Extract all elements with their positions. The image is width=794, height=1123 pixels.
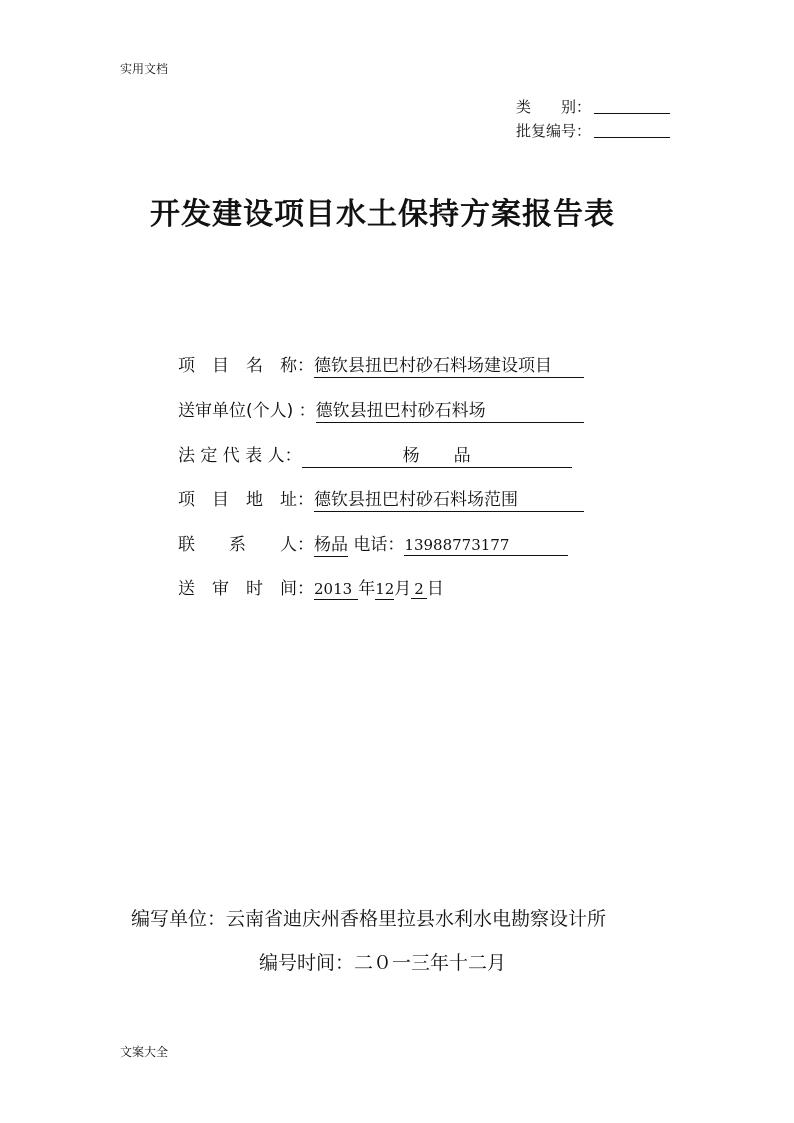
field-project-name — [178, 351, 584, 378]
approval-row — [516, 120, 670, 141]
project-name-label: 项 目 名 称： — [178, 356, 314, 376]
compile-time-line: 编号时间：二０一三年十二月 — [259, 952, 507, 974]
footer-label: 文案大全 — [120, 1045, 169, 1059]
date-year: 2013 — [314, 580, 358, 600]
field-submitter — [178, 396, 584, 423]
legal-rep-label: 法 定 代 表 人： — [178, 446, 302, 466]
date-month-unit: 月 — [394, 579, 412, 599]
date-year-unit: 年 — [358, 579, 376, 599]
approval-blank — [594, 123, 670, 138]
field-address — [178, 485, 584, 512]
field-date — [178, 574, 444, 600]
category-label: 类 别： — [516, 98, 592, 116]
date-label: 送 审 时 间： — [178, 579, 314, 599]
compiler-line: 编写单位：云南省迪庆州香格里拉县水利水电勘察设计所 — [131, 908, 607, 930]
approval-label: 批复编号： — [516, 122, 592, 140]
page-title: 开发建设项目水土保持方案报告表 — [150, 197, 615, 232]
header-label: 实用文档 — [120, 62, 169, 76]
address-label: 项 目 地 址： — [178, 490, 314, 510]
date-month: 12 — [375, 580, 395, 598]
contact-name: 杨品 — [314, 530, 348, 557]
date-day: 2 — [411, 580, 427, 599]
field-contact — [178, 530, 568, 557]
date-day-unit: 日 — [426, 579, 444, 599]
project-name-value: 德钦县扭巴村砂石料场建设项目 — [314, 351, 584, 378]
phone-value: 13988773177 — [404, 536, 568, 556]
legal-rep-value: 杨 品 — [302, 441, 572, 468]
submitter-label: 送审单位(个人) ： — [178, 401, 316, 421]
field-legal-rep — [178, 441, 572, 468]
contact-label: 联 系 人： — [178, 535, 314, 555]
address-value: 德钦县扭巴村砂石料场范围 — [314, 485, 584, 512]
category-row — [516, 96, 670, 117]
phone-label: 电话： — [353, 535, 405, 555]
category-blank — [594, 99, 670, 114]
submitter-value: 德钦县扭巴村砂石料场 — [316, 396, 584, 423]
